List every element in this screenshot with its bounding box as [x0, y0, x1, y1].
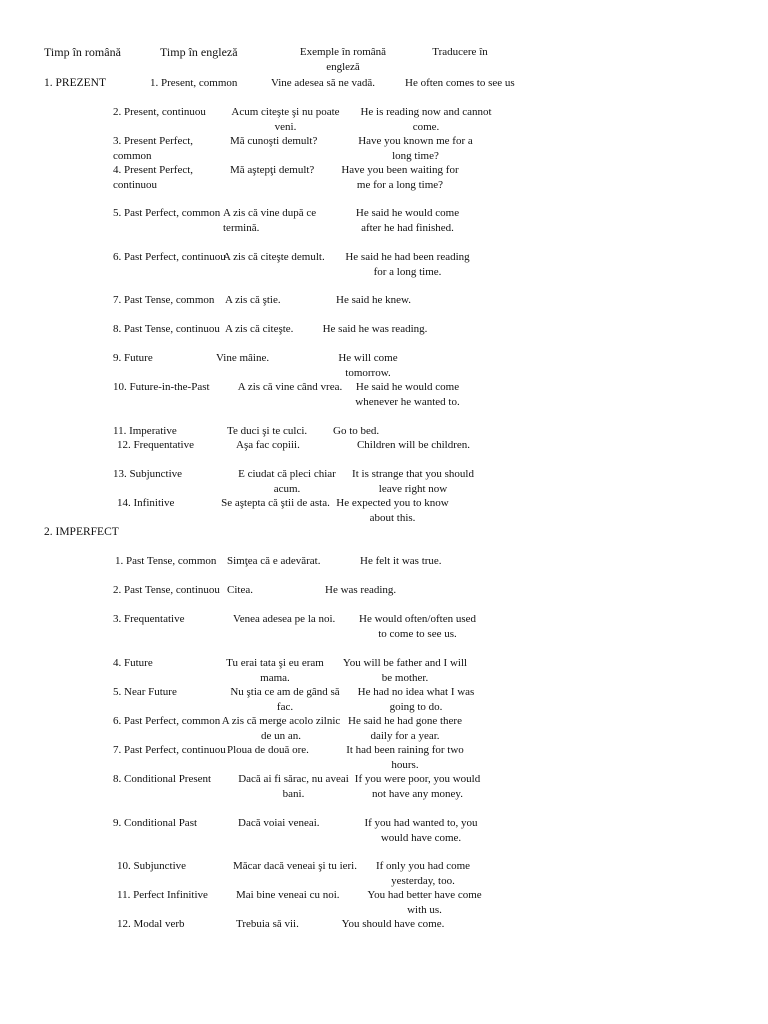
table-header [0, 45, 768, 77]
header-english-tense: Timp în engleză [160, 45, 238, 59]
english-tense: 6. Past Perfect, continuou [113, 251, 226, 263]
english-tense: 12. Modal verb [117, 918, 185, 930]
english-tense: 8. Past Tense, continuou [113, 323, 220, 335]
english-translation: He would often/often used to come to see us. [359, 613, 476, 640]
romanian-example: Acum citeşte şi nu poate veni. [231, 106, 340, 133]
romanian-example: Tu erai tata şi eu eram mama. [226, 657, 324, 684]
english-tense: 11. Perfect Infinitive [117, 889, 208, 901]
romanian-example: Venea adesea pe la noi. [233, 613, 336, 625]
english-translation: He is reading now and cannot come. [360, 106, 492, 133]
romanian-example: E ciudat că pleci chiar acum. [238, 468, 336, 495]
english-tense: 14. Infinitive [117, 497, 175, 509]
english-translation: He had no idea what I was going to do. [357, 686, 475, 713]
english-translation: Have you been waiting for me for a long time? [341, 164, 459, 191]
english-tense: 2. Present, continuou [113, 106, 206, 118]
romanian-example: Dacă voiai veneai. [238, 817, 320, 829]
english-translation: You will be father and I will be mother. [342, 657, 468, 684]
english-translation: He expected you to know about this. [336, 497, 449, 524]
english-translation: He was reading. [325, 584, 397, 596]
header-romanian-examples: Exemple în română engleză [299, 46, 387, 73]
english-translation: It is strange that you should leave right now [352, 468, 474, 495]
english-tense: 1. Past Tense, common [115, 555, 217, 567]
romanian-example: A zis că citeşte demult. [223, 251, 325, 263]
english-tense: 9. Future [113, 352, 153, 364]
romanian-example: A zis că vine după ce termină. [223, 207, 317, 234]
english-tense: 10. Subjunctive [117, 860, 187, 872]
english-tense: 6. Past Perfect, common [113, 715, 221, 727]
english-translation: If you had wanted to, you would have come. [364, 817, 478, 844]
english-translation: He said he knew. [336, 294, 412, 306]
header-english-translation: Traducere în [432, 46, 488, 58]
romanian-example: A zis că vine când vrea. [237, 381, 343, 393]
english-translation: He felt it was true. [360, 555, 442, 567]
english-tense: 5. Near Future [113, 686, 177, 698]
english-translation: He said he would come after he had finished. [355, 207, 460, 234]
romanian-example: A zis că citeşte. [225, 323, 294, 335]
english-tense: 1. Present, common [150, 77, 238, 89]
romanian-example: Se aştepta că ştii de asta. [221, 497, 330, 509]
english-translation: He often comes to see us [405, 77, 515, 89]
romanian-example: Vine adesea să ne vadă. [270, 77, 376, 89]
romanian-example: Mă aştepţi demult? [230, 164, 315, 176]
english-translation: He will come tomorrow. [338, 352, 398, 379]
romanian-example: Mai bine veneai cu noi. [236, 889, 340, 901]
english-tense: 3. Frequentative [113, 613, 185, 625]
section-prezent: 1. PREZENT [44, 77, 106, 89]
romanian-example: Citea. [227, 584, 253, 596]
english-tense: 3. Present Perfect, common [113, 135, 194, 162]
english-tense: 13. Subjunctive [113, 468, 183, 480]
english-translation: You had better have come with us. [367, 889, 482, 916]
english-tense: 12. Frequentative [117, 439, 194, 451]
english-translation: He said he had gone there daily for a year. [348, 715, 462, 742]
romanian-example: Mă cunoşti demult? [230, 135, 318, 147]
english-tense: 4. Present Perfect, continuou [113, 164, 194, 191]
english-tense: 11. Imperative [113, 425, 177, 437]
romanian-example: Nu ştia ce am de gând să fac. [230, 686, 340, 713]
romanian-example: Simţea că e adevărat. [227, 555, 321, 567]
english-tense: 2. Past Tense, continuou [113, 584, 220, 596]
english-translation: Go to bed. [333, 425, 380, 437]
english-translation: He said he was reading. [322, 323, 428, 335]
romanian-example: A zis că merge acolo zilnic de un an. [221, 715, 341, 742]
romanian-example: Dacă ai fi sărac, nu aveai bani. [238, 773, 349, 800]
romanian-example: A zis că ştie. [225, 294, 281, 306]
english-translation: If you were poor, you would not have any money. [354, 773, 481, 800]
english-tense: 5. Past Perfect, common [113, 207, 221, 219]
english-tense: 8. Conditional Present [113, 773, 212, 785]
header-romanian-tense: Timp în română [44, 45, 121, 59]
english-translation: Have you known me for a long time? [358, 135, 473, 162]
english-translation: You should have come. [341, 918, 445, 930]
english-tense: 10. Future-in-the-Past [113, 381, 210, 393]
english-tense: 7. Past Perfect, continuou [113, 744, 226, 756]
english-translation: If only you had come yesterday, too. [375, 860, 471, 887]
english-translation: It had been raining for two hours. [346, 744, 464, 771]
english-translation: He said he had been reading for a long time. [345, 251, 470, 278]
english-tense: 9. Conditional Past [113, 817, 198, 829]
romanian-example: Trebuia să vii. [236, 918, 299, 930]
romanian-example: Aşa fac copiii. [236, 439, 300, 451]
romanian-example: Măcar dacă veneai şi tu ieri. [233, 860, 357, 872]
romanian-example: Te duci şi te culci. [227, 425, 308, 437]
english-tense: 4. Future [113, 657, 153, 669]
english-translation: He said he would come whenever he wanted to. [355, 381, 460, 408]
romanian-example: Vine mâine. [216, 352, 270, 364]
english-translation: Children will be children. [356, 439, 470, 451]
english-tense: 7. Past Tense, common [113, 294, 215, 306]
section-imperfect: 2. IMPERFECT [44, 526, 119, 538]
romanian-example: Ploua de două ore. [227, 744, 309, 756]
